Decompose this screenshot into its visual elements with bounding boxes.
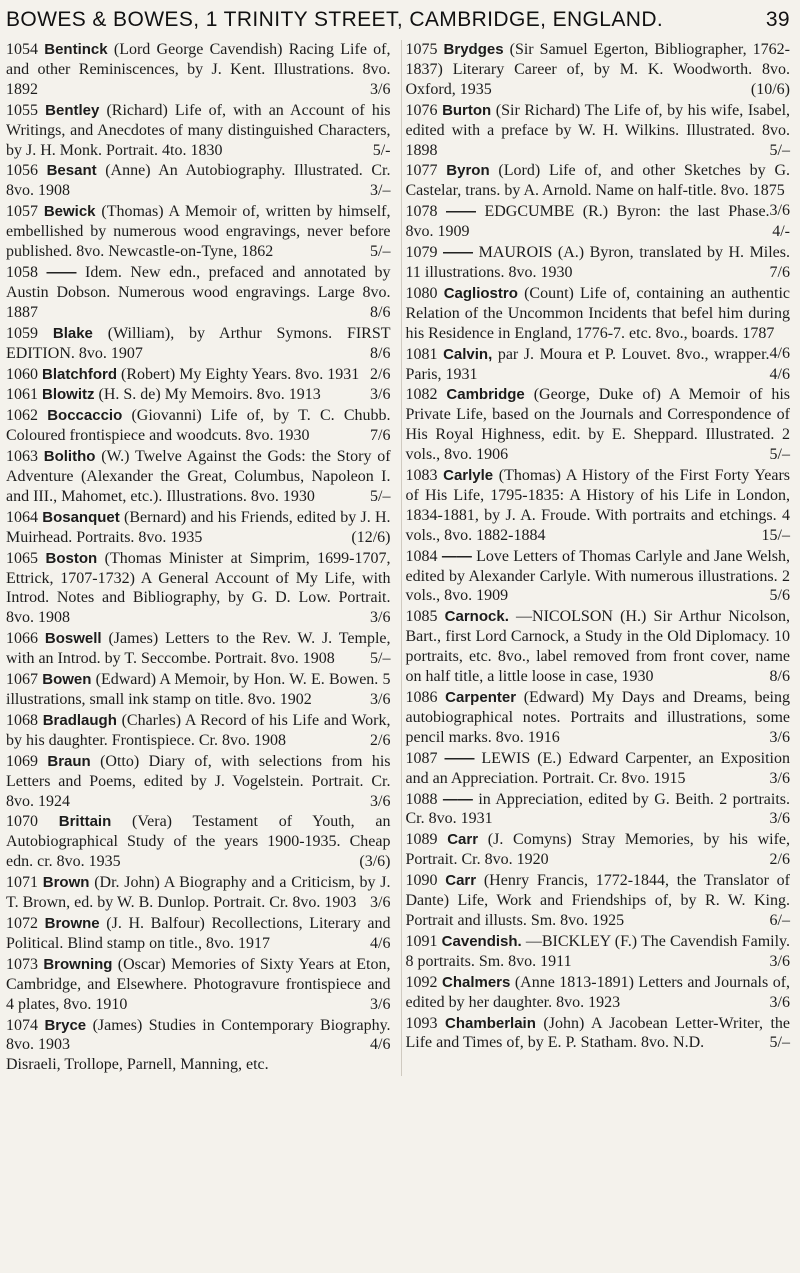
entry-price: 2/6 — [370, 731, 391, 749]
entry-name: Chamberlain — [445, 1014, 536, 1032]
entry-name: —— — [442, 790, 473, 808]
header-bookseller: BOWES & BOWES, 1 TRINITY STREET, CAMBRIDGE, ENGLAND. — [6, 8, 664, 31]
entry-description: par J. Moura et P. Louvet. 8vo., wrapper. Paris, 1931 — [405, 345, 770, 383]
entry-name: Cavendish. — [441, 932, 522, 950]
entry-description: (Henry Francis, 1772-1844, the Translator of Dante) Life, Work and Friendships of, by R. W. King. Portrait and illusts. Sm. 8vo. 1925 — [405, 872, 791, 929]
entry-number: 1088 — [405, 790, 438, 808]
catalogue-entry — [406, 547, 791, 607]
entry-name: —— — [441, 547, 472, 565]
entry-name: Bowen — [42, 671, 92, 689]
catalogue-entry — [406, 243, 791, 283]
entry-price: 4/6 — [370, 934, 391, 952]
entry-description: (Edward) My Days and Dreams, being autobiographical notes. Portraits and illustrations, some pencil marks. 8vo. 1916 — [405, 689, 790, 746]
entry-number: 1059 — [6, 324, 38, 342]
entry-note: Disraeli, Trollope, Parnell, Manning, etc. — [6, 1056, 269, 1074]
entry-price: 8/6 — [370, 303, 391, 321]
catalogue-entry — [6, 711, 391, 751]
catalogue-entry — [6, 40, 391, 100]
entry-number: 1093 — [405, 1014, 438, 1032]
catalogue-entry — [6, 873, 391, 913]
entry-description: (Oscar) Memories of Sixty Years at Eton, Cambridge, and Elsewhere. Photogravure frontispiece and 4 plates, 8vo. 1910 — [6, 955, 391, 1013]
entry-name: Bradlaugh — [42, 711, 117, 729]
entry-price: 5/– — [769, 141, 790, 159]
entry-number: 1085 — [405, 608, 438, 626]
catalogue-entry — [6, 629, 391, 669]
entry-price: 4/6 — [769, 344, 790, 362]
entry-price: 3/6 — [769, 769, 790, 787]
entry-description: —BICKLEY (F.) The Cavendish Family. 8 portraits. Sm. 8vo. 1911 — [405, 932, 790, 970]
entry-price: 3/6 — [769, 202, 790, 220]
entry-name: Browne — [44, 914, 100, 932]
entry-description: (J. Comyns) Stray Memories, by his wife, Portrait. Cr. 8vo. 1920 — [405, 831, 791, 869]
entry-number: 1087 — [405, 749, 438, 767]
entry-number: 1070 — [6, 813, 38, 831]
entry-description: MAUROIS (A.) Byron, translated by H. Miles. 11 illustrations. 8vo. 1930 — [405, 244, 791, 281]
catalogue-entry — [6, 202, 391, 262]
entry-price: 5/– — [370, 650, 391, 668]
entry-name: Boston — [45, 549, 98, 567]
entry-price: (12/6) — [351, 528, 391, 546]
entry-description: (Thomas) A Memoir of, written by himself, embellished by numerous wood engravings, never before published. 8vo. Newcastle-on-Tyne, 1862 — [6, 203, 391, 261]
entry-name: Bentinck — [44, 41, 108, 58]
catalogue-entry — [406, 607, 791, 687]
entry-description: in Appreciation, edited by G. Beith. 2 portraits. Cr. 8vo. 1931 — [405, 790, 791, 828]
entry-price: 8/6 — [370, 344, 391, 362]
catalogue-entry — [406, 1014, 791, 1054]
entry-description: (Vera) Testament of Youth, an Autobiographical Study of the years 1900-1935. Cheap edn. cr. 8vo. 1935 — [6, 813, 391, 871]
entry-number: 1065 — [6, 549, 38, 567]
entry-description: —NICOLSON (H.) Sir Arthur Nicolson, Bart., first Lord Carnock, a Study in the Old Diplomacy. 10 portraits, etc. 8vo., label removed from front cover, name on half title, a little loose in case, 1930 — [405, 608, 791, 686]
entry-number: 1061 — [6, 386, 38, 404]
entry-price: 2/6 — [370, 365, 391, 383]
entry-description: LEWIS (E.) Edward Carpenter, an Exposition and an Appreciation. Portrait. Cr. 8vo. 1915 — [405, 749, 790, 787]
entry-name: Carlyle — [443, 467, 494, 485]
entry-price: 5/- — [372, 141, 391, 159]
catalogue-entry — [6, 812, 391, 872]
entry-number: 1067 — [6, 671, 38, 689]
entry-name: —— — [46, 263, 77, 281]
catalogue-entry — [6, 385, 391, 405]
entry-price: 4/6 — [769, 365, 790, 383]
catalogue-entry — [406, 466, 791, 546]
entry-price: 4/- — [772, 223, 790, 241]
entry-number: 1077 — [405, 162, 438, 180]
entry-description: (James) Letters to the Rev. W. J. Temple, with an Introd. by T. Seccombe. Portrait. 8vo. 1908 — [6, 630, 391, 668]
catalogue-entry — [6, 752, 391, 812]
entry-price: 7/6 — [370, 427, 391, 445]
entry-description: (William), by Arthur Symons. FIRST EDITION. 8vo. 1907 — [6, 324, 391, 362]
entry-price: 5/– — [370, 243, 391, 261]
entry-number: 1073 — [6, 955, 38, 973]
entry-number: 1084 — [405, 547, 438, 565]
entry-description: (Lord) Life of, and other Sketches by G. Castelar, trans. by A. Arnold. Name on half-title. 8vo. 1875 — [405, 162, 791, 200]
entry-name: Browning — [43, 955, 113, 973]
entry-description: (Bernard) and his Friends, edited by J. H. Muirhead. Portraits. 8vo. 1935 — [6, 508, 391, 546]
entry-price: 3/6 — [370, 894, 391, 912]
entry-description: (Robert) My Eighty Years. 8vo. 1931 — [121, 365, 360, 383]
entry-name: Boccaccio — [47, 407, 123, 425]
page-header — [6, 6, 790, 34]
entry-number: 1068 — [6, 711, 38, 729]
entry-number: 1054 — [6, 41, 38, 58]
entry-description: (Richard) Life of, with an Account of his Writings, and Anecdotes of many distinguished Characters, by J. H. Monk. Portrait. 4to. 1830 — [6, 101, 391, 159]
entry-name: Burton — [442, 101, 492, 119]
entry-price: 3/6 — [370, 995, 391, 1013]
entry-name: —— — [443, 244, 474, 262]
catalogue-entry — [6, 263, 391, 323]
entry-name: Besant — [46, 162, 97, 180]
page-number: 39 — [765, 8, 790, 31]
entry-description: (Dr. John) A Biography and a Criticism, by J. T. Brown, ed. by W. B. Dunlop. Portrait. Cr. 8vo. 1903 — [6, 874, 391, 912]
entry-description: (Count) Life of, containing an authentic Relation of the Uncommon Incidents that befel him during his Residence in England, 1776-7. etc. 8vo., boards. 1787 — [405, 284, 791, 342]
entry-number: 1083 — [405, 467, 438, 485]
entry-description: (H. S. de) My Memoirs. 8vo. 1913 — [98, 386, 321, 404]
entry-description: (Anne) An Autobiography. Illustrated. Cr. 8vo. 1908 — [6, 162, 391, 200]
entry-price: 3/6 — [370, 80, 391, 98]
entry-price: (10/6) — [750, 80, 790, 98]
entry-number: 1076 — [405, 101, 438, 119]
catalogue-entry — [6, 508, 391, 548]
entry-name: Blowitz — [42, 386, 95, 404]
entry-name: Blake — [52, 324, 93, 342]
entry-number: 1066 — [6, 630, 38, 648]
entry-description: (Sir Samuel Egerton, Bibliographer, 1762-1837) Literary Career of, by M. K. Woodworth. 8vo. Oxford, 1935 — [405, 41, 790, 98]
entry-price: 7/6 — [769, 263, 790, 281]
catalogue-entry — [406, 973, 791, 1013]
entry-description: (Lord George Cavendish) Racing Life of, and other Reminiscences, by J. Kent. Illustrations. 8vo. 1892 — [6, 41, 391, 98]
entry-description: Idem. New edn., prefaced and annotated by Austin Dobson. Numerous wood engravings. Large 8vo. 1887 — [6, 263, 391, 321]
entry-description: (Charles) A Record of his Life and Work, by his daughter. Frontispiece. Cr. 8vo. 1908 — [6, 711, 391, 749]
catalogue-entry — [406, 202, 791, 242]
entry-number: 1091 — [405, 932, 438, 950]
entry-price: 3/– — [370, 182, 391, 200]
entry-name: Carnock. — [444, 608, 509, 626]
entry-name: Chalmers — [441, 973, 511, 991]
entry-name: Cagliostro — [443, 284, 518, 302]
entry-description: (W.) Twelve Against the Gods: the Story of Adventure (Alexander the Great, Columbus, Napoleon I. and III., Mahomet, etc.). Illustrations. 8vo. 1930 — [6, 448, 391, 505]
entry-price: 3/6 — [370, 609, 391, 627]
entry-name: Carpenter — [445, 689, 517, 706]
entry-name: Brown — [42, 874, 90, 892]
entry-name: Byron — [446, 162, 490, 180]
entry-number: 1064 — [6, 508, 38, 526]
entry-price: 15/– — [761, 526, 790, 544]
entry-number: 1090 — [405, 872, 438, 890]
entry-price: 5/6 — [769, 587, 790, 605]
entry-name: —— — [444, 749, 475, 767]
entry-name: Carr — [447, 831, 479, 849]
entry-number: 1058 — [6, 263, 38, 281]
catalogue-entry — [6, 324, 391, 364]
entry-name: Bentley — [45, 101, 100, 119]
entry-number: 1060 — [6, 365, 38, 383]
entry-price: 3/6 — [769, 728, 790, 746]
entry-name: Bolitho — [43, 448, 96, 466]
entry-name: Carr — [445, 872, 477, 890]
catalogue-entry — [6, 914, 391, 954]
entry-number: 1062 — [6, 407, 38, 425]
entry-name: Braun — [47, 752, 91, 770]
catalogue-entry — [6, 365, 391, 385]
entry-name: Bosanquet — [42, 508, 120, 526]
entry-number: 1075 — [405, 41, 438, 58]
entry-description: (John) A Jacobean Letter-Writer, the Life and Times of, by E. P. Statham. 8vo. N.D. — [405, 1014, 791, 1052]
catalogue-columns — [6, 40, 790, 1076]
entry-name: —— — [445, 203, 476, 221]
catalogue-entry — [406, 688, 791, 748]
catalogue-entry — [6, 955, 391, 1015]
entry-name: Calvin, — [443, 345, 493, 363]
catalogue-entry — [406, 345, 791, 385]
entry-number: 1063 — [6, 448, 38, 466]
entry-description: (J. H. Balfour) Recollections, Literary and Political. Blind stamp on title., 8vo. 1917 — [6, 914, 391, 952]
entry-name: Brydges — [443, 41, 504, 58]
entry-name: Boswell — [44, 630, 102, 648]
left-column — [6, 40, 391, 1076]
entry-name: Cambridge — [446, 386, 525, 404]
entry-number: 1071 — [6, 874, 38, 892]
entry-price: (3/6) — [359, 853, 391, 871]
catalogue-entry — [6, 161, 391, 201]
entry-number: 1072 — [6, 914, 38, 932]
catalogue-entry — [406, 790, 791, 830]
entry-price: 5/– — [769, 1034, 790, 1052]
catalogue-entry — [6, 670, 391, 710]
catalogue-entry — [6, 406, 391, 446]
entry-number: 1056 — [6, 162, 38, 180]
catalogue-entry — [406, 871, 791, 931]
entry-price: 3/6 — [769, 952, 790, 970]
entry-price: 3/6 — [370, 691, 391, 708]
entry-description: EDGCUMBE (R.) Byron: the last Phase. 8vo. 1909 — [405, 203, 770, 241]
entry-number: 1081 — [405, 345, 438, 363]
entry-number: 1079 — [405, 244, 438, 262]
entry-price: 5/– — [370, 487, 391, 505]
entry-number: 1089 — [405, 831, 438, 849]
entry-description: (Giovanni) Life of, by T. C. Chubb. Coloured frontispiece and woodcuts. 8vo. 1930 — [6, 407, 391, 445]
entry-name: Bryce — [44, 1016, 87, 1034]
catalogue-entry — [6, 549, 391, 629]
catalogue-entry — [6, 1016, 391, 1076]
entry-number: 1086 — [405, 689, 438, 706]
entry-price: 3/6 — [370, 386, 391, 404]
entry-description: (Sir Richard) The Life of, by his wife, Isabel, edited with a preface by W. H. Wilkins. Illustrated. 8vo. 1898 — [405, 101, 791, 159]
entry-description: (Anne 1813-1891) Letters and Journals of, edited by her daughter. 8vo. 1923 — [405, 973, 791, 1011]
entry-description: (James) Studies in Contemporary Biography. 8vo. 1903 — [6, 1016, 391, 1054]
catalogue-entry — [406, 40, 791, 100]
right-column — [401, 40, 791, 1076]
entry-name: Blatchford — [42, 365, 117, 383]
entry-price: 5/– — [769, 446, 790, 464]
entry-description: (Thomas Minister at Simprim, 1699-1707, Ettrick, 1707-1732) A General Account of My Life, with Introd. Notes and Bibliography, by G. D. Low. Portrait. 8vo. 1908 — [6, 549, 391, 627]
entry-number: 1082 — [405, 386, 438, 404]
entry-number: 1057 — [6, 203, 38, 221]
entry-number: 1069 — [6, 752, 38, 770]
entry-price: 3/6 — [370, 792, 391, 810]
catalogue-entry — [406, 749, 791, 789]
catalogue-entry — [6, 447, 391, 507]
entry-price: 4/6 — [370, 1036, 391, 1054]
entry-name: Bewick — [43, 203, 96, 221]
catalogue-entry — [406, 932, 791, 972]
entry-description: Love Letters of Thomas Carlyle and Jane Welsh, edited by Alexander Carlyle. With numerous illustrations. 2 vols., 8vo. 1909 — [405, 547, 791, 605]
entry-number: 1055 — [6, 101, 38, 119]
entry-description: (Edward) A Memoir, by Hon. W. E. Bowen. 5 illustrations, small ink stamp on title. 8vo. 1902 — [6, 671, 391, 708]
entry-description: (Otto) Diary of, with selections from his Letters and Poems, edited by J. Vogelstein. Portrait. Cr. 8vo. 1924 — [6, 752, 391, 810]
entry-price: 6/– — [769, 911, 790, 929]
entry-number: 1080 — [405, 284, 438, 302]
entry-price: 8/6 — [769, 668, 790, 686]
entry-number: 1074 — [6, 1016, 38, 1034]
entry-number: 1078 — [405, 203, 438, 221]
entry-price: 3/6 — [769, 993, 790, 1011]
entry-number: 1092 — [405, 973, 438, 991]
catalogue-entry — [406, 385, 791, 465]
catalogue-entry — [6, 101, 391, 161]
entry-price: 3/6 — [769, 810, 790, 828]
entry-description: (Thomas) A History of the First Forty Years of His Life, 1795-1835: A History of his Life in London, 1834-1881, by J. A. Froude. With portraits and etchings. 4 vols., 8vo. 1882-1884 — [405, 467, 791, 544]
entry-name: Brittain — [58, 813, 112, 831]
entry-price: 2/6 — [769, 851, 790, 869]
catalogue-entry — [406, 830, 791, 870]
entry-description: (George, Duke of) A Memoir of his Private Life, based on the Journals and Correspondence of His Royal Highness, edit. by E. Sheppard. Illustrated. 2 vols., 8vo. 1906 — [405, 386, 790, 464]
catalogue-entry — [406, 101, 791, 161]
